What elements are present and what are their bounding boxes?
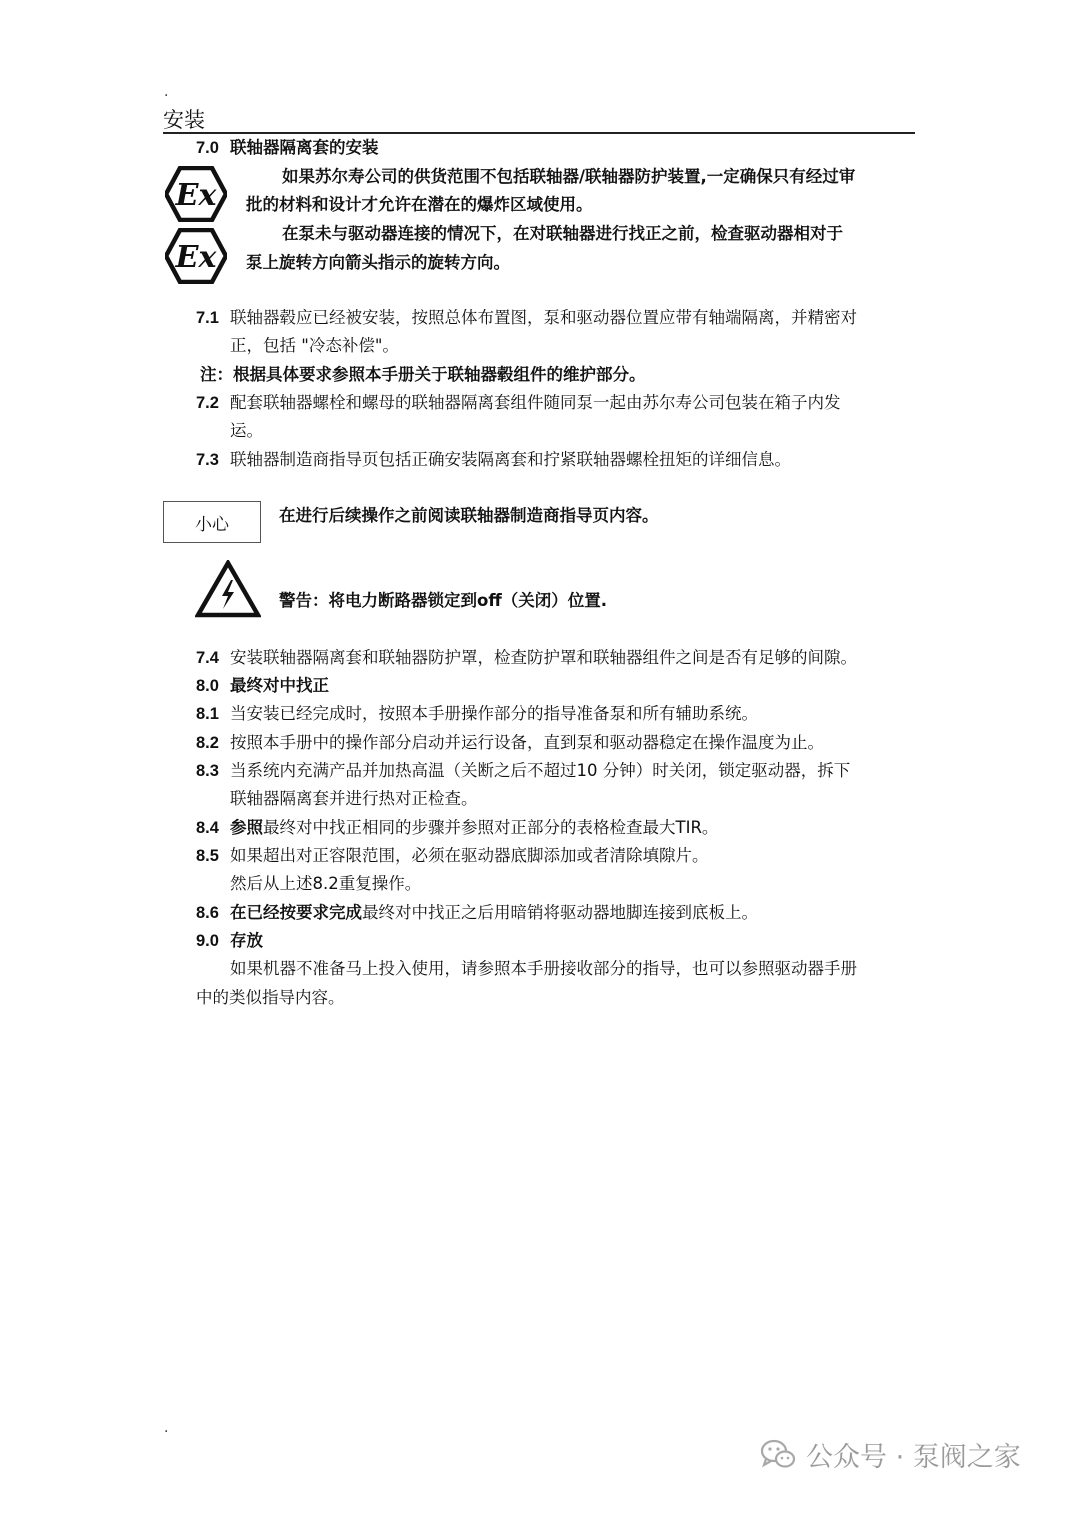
caution-label: 小心 (195, 514, 229, 535)
item-number: 8.6 (196, 904, 219, 922)
item-7-4 (196, 644, 857, 672)
ex-notice-2-line1: 在泵未与驱动器连接的情况下，在对联轴器进行找正之前，检查驱动器相对于 (282, 224, 843, 243)
wechat-icon (760, 1438, 796, 1470)
item-number: 8.2 (196, 734, 219, 752)
warning-text: 警告：将电力断路器锁定到off（关闭）位置. (279, 591, 607, 610)
item-number: 8.3 (196, 762, 219, 780)
storage-paragraph-line2: 中的类似指导内容。 (196, 988, 345, 1007)
section-8-0-heading (196, 672, 329, 700)
item-bold-lead: 在已经按要求完成 (230, 903, 362, 922)
section-number: 9.0 (196, 932, 219, 950)
item-8-3 (196, 757, 850, 785)
electrical-hazard-icon (195, 560, 261, 618)
item-text: 安装联轴器隔离套和联轴器防护罩，检查防护罩和联轴器组件之间是否有足够的间隙。 (230, 648, 857, 667)
item-number: 7.3 (196, 451, 219, 469)
item-8-5 (196, 842, 709, 870)
item-7-2-continuation: 运。 (230, 421, 263, 440)
note-text: 注：根据具体要求参照本手册关于联轴器毂组件的维护部分。 (200, 365, 646, 384)
section-number: 7.0 (196, 139, 219, 157)
section-7-0-heading (196, 134, 379, 162)
section-title: 存放 (230, 931, 263, 950)
storage-paragraph-line1: 如果机器不准备马上投入使用，请参照本手册接收部分的指导，也可以参照驱动器手册 (230, 959, 857, 978)
ex-explosion-proof-icon (165, 228, 227, 284)
item-number: 8.5 (196, 847, 219, 865)
watermark-text: 公众号 · 泵阀之家 (806, 1441, 1021, 1473)
item-number: 7.2 (196, 394, 219, 412)
item-7-1-continuation: 正，包括 "冷态补偿"。 (230, 336, 399, 355)
item-text: 联轴器制造商指导页包括正确安装隔离套和拧紧联轴器螺栓扭矩的详细信息。 (230, 450, 791, 469)
item-text: 配套联轴器螺栓和螺母的联轴器隔离套组件随同泵一起由苏尔寿公司包装在箱子内发 (230, 393, 841, 412)
item-8-2 (196, 729, 824, 757)
ex-explosion-proof-icon (165, 166, 227, 222)
item-number: 7.1 (196, 309, 219, 327)
item-text: 联轴器毂应已经被安装，按照总体布置图，泵和驱动器位置应带有轴端隔离，并精密对 (230, 308, 857, 327)
section-number: 8.0 (196, 677, 219, 695)
item-text: 最终对中找正之后用暗销将驱动器地脚连接到底板上。 (362, 903, 758, 922)
item-8-4 (196, 814, 718, 842)
ex-notice-1-line2: 批的材料和设计才允许在潜在的爆炸区域使用。 (246, 195, 593, 214)
top-marker: . (164, 84, 169, 100)
ex-notice-1-line1: 如果苏尔寿公司的供货范围不包括联轴器/联轴器防护装置,一定确保只有经过审 (282, 167, 856, 186)
section-title: 联轴器隔离套的安装 (230, 138, 379, 157)
caution-text: 在进行后续操作之前阅读联轴器制造商指导页内容。 (279, 506, 659, 525)
item-text: 当系统内充满产品并加热高温（关断之后不超过10 分钟）时关闭，锁定驱动器，拆下 (230, 761, 851, 780)
item-text: 当安装已经完成时，按照本手册操作部分的指导准备泵和所有辅助系统。 (230, 704, 758, 723)
item-7-2 (196, 389, 841, 417)
item-7-3 (196, 446, 791, 474)
item-number: 8.4 (196, 819, 219, 837)
item-text: 最终对中找正相同的步骤并参照对正部分的表格检查最大TIR。 (263, 818, 719, 837)
ex-notice-2-line2: 泵上旋转方向箭头指示的旋转方向。 (246, 253, 510, 272)
section-title: 最终对中找正 (230, 676, 329, 695)
item-text: 按照本手册中的操作部分启动并运行设备，直到泵和驱动器稳定在操作温度为止。 (230, 733, 824, 752)
item-number: 8.1 (196, 705, 219, 723)
item-8-5-continuation: 然后从上述8.2重复操作。 (230, 874, 422, 893)
item-bold-lead: 参照 (230, 818, 263, 837)
watermark (760, 1432, 1021, 1476)
svg-text:Ex: Ex (175, 178, 217, 213)
item-8-1 (196, 700, 758, 728)
caution-label-box (163, 501, 261, 543)
page-header-title: 安装 (163, 108, 205, 132)
item-8-6 (196, 899, 758, 927)
bottom-marker: . (164, 1420, 169, 1436)
item-8-3-continuation: 联轴器隔离套并进行热对正检查。 (230, 789, 478, 808)
item-text: 如果超出对正容限范围，必须在驱动器底脚添加或者清除填隙片。 (230, 846, 709, 865)
item-number: 7.4 (196, 649, 219, 667)
svg-text:Ex: Ex (175, 240, 217, 275)
item-7-1 (196, 304, 857, 332)
section-9-0-heading (196, 927, 263, 955)
